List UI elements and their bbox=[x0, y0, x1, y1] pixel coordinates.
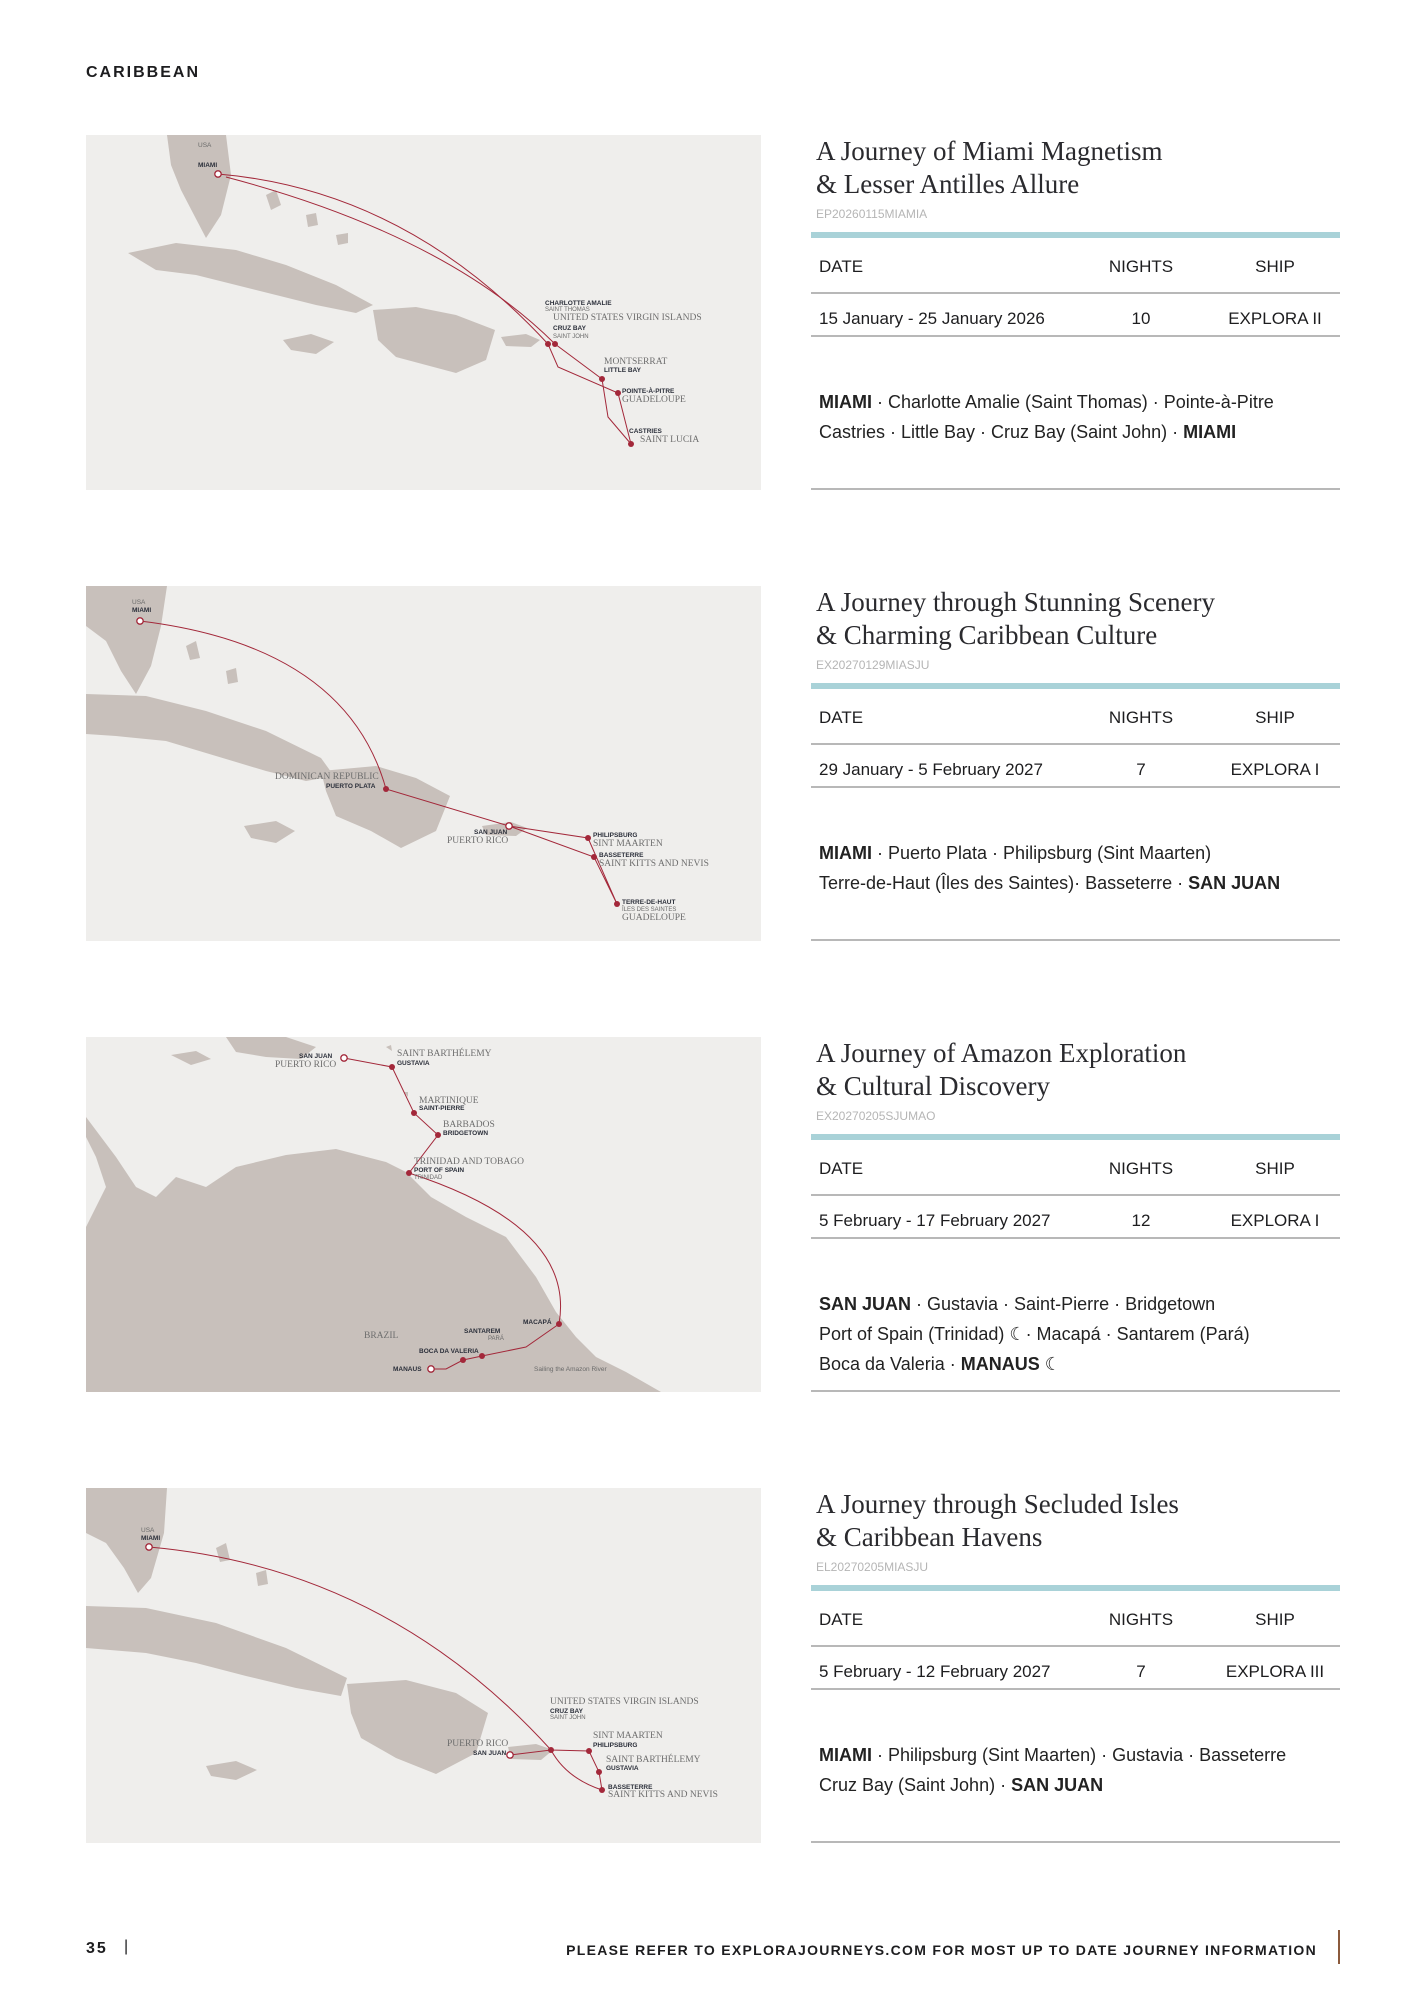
port-marker bbox=[435, 1132, 441, 1138]
land-shape bbox=[167, 135, 231, 238]
land-shape bbox=[86, 694, 334, 781]
ship-value: EXPLORA III bbox=[1225, 1662, 1325, 1681]
header-nights: NIGHTS bbox=[1108, 1159, 1174, 1178]
port-marker bbox=[552, 341, 558, 347]
map-label: LITTLE BAY bbox=[604, 367, 641, 374]
embark-port-marker bbox=[428, 1366, 434, 1372]
land-shape bbox=[283, 334, 334, 354]
map-label: PHILIPSBURG bbox=[593, 1742, 638, 1749]
table-header bbox=[811, 1153, 1340, 1183]
divider bbox=[811, 1237, 1340, 1239]
divider bbox=[811, 1841, 1340, 1843]
map-label: USA bbox=[132, 599, 146, 606]
ship-value: EXPLORA II bbox=[1228, 309, 1322, 328]
itinerary-port-bold: MANAUS bbox=[960, 1354, 1040, 1374]
map-label: GUADELOUPE bbox=[622, 913, 686, 923]
map-label: GUSTAVIA bbox=[606, 1765, 639, 1772]
page-number: 35 bbox=[86, 1940, 108, 1957]
port-marker bbox=[460, 1357, 466, 1363]
map-label: SAINT KITTS AND NEVIS bbox=[608, 1790, 718, 1800]
embark-port-marker bbox=[507, 1752, 513, 1758]
map-label: SAINT JOHN bbox=[550, 1715, 586, 1721]
journey-details bbox=[811, 1488, 1340, 1848]
map-label: SINT MAARTEN bbox=[593, 1731, 663, 1741]
table-header bbox=[811, 251, 1340, 281]
map-label: BARBADOS bbox=[443, 1120, 495, 1130]
header-ship: SHIP bbox=[1255, 1610, 1295, 1629]
header-nights: NIGHTS bbox=[1108, 1610, 1174, 1629]
map-label: CASTRIES bbox=[629, 428, 662, 435]
map-label: BASSETERRE bbox=[608, 1784, 653, 1791]
map-label: GUSTAVIA bbox=[397, 1060, 430, 1067]
itinerary-segment: Port of Spain (Trinidad) bbox=[819, 1324, 1010, 1344]
map-label: SAN JUAN bbox=[299, 1053, 333, 1060]
itinerary-segment: · Philipsburg (Sint Maarten) · Gustavia · Basseterre bbox=[872, 1745, 1287, 1765]
port-marker bbox=[383, 786, 389, 792]
itinerary-port-bold: MIAMI bbox=[819, 392, 872, 412]
itinerary-port-bold: MIAMI bbox=[819, 843, 872, 863]
journey-title bbox=[816, 586, 1215, 652]
map-label: ÎLES DES SAINTES bbox=[622, 907, 677, 913]
map-label: BOCA DA VALERIA bbox=[419, 1348, 479, 1355]
route-map bbox=[86, 1037, 761, 1392]
map-label: CRUZ BAY bbox=[553, 325, 586, 332]
map-label: MIAMI bbox=[132, 607, 152, 614]
land-shape bbox=[266, 190, 348, 245]
map-label: PUERTO RICO bbox=[447, 836, 509, 846]
itinerary-segment: Cruz Bay (Saint John) · bbox=[819, 1775, 1012, 1795]
map-label: TRINIDAD bbox=[414, 1175, 443, 1181]
ship-value: EXPLORA I bbox=[1230, 760, 1320, 779]
journey-code: EP20260115MIAMIA bbox=[816, 207, 928, 221]
map-label: USA bbox=[141, 1527, 155, 1534]
map-label: MACAPÁ bbox=[523, 1319, 552, 1326]
port-marker bbox=[628, 441, 634, 447]
date-value: 5 February - 17 February 2027 bbox=[819, 1211, 1051, 1230]
land-shape bbox=[347, 1680, 488, 1774]
land-shape bbox=[373, 307, 495, 373]
journey-code: EX20270129MIASJU bbox=[816, 658, 930, 672]
footer-separator: | bbox=[124, 1938, 129, 1955]
journey-section bbox=[0, 135, 1414, 495]
land-shape bbox=[171, 1051, 211, 1065]
footer-notice: PLEASE REFER TO EXPLORAJOURNEYS.COM FOR MOST UP TO DATE JOURNEY INFORMATION bbox=[566, 1942, 1317, 1958]
journey-code: EL20270205MIASJU bbox=[816, 1560, 929, 1574]
table-row bbox=[811, 1205, 1340, 1235]
port-marker bbox=[585, 835, 591, 841]
moon-icon: ☾ bbox=[1044, 1354, 1061, 1374]
nights-value: 10 bbox=[1131, 309, 1151, 328]
journey-title-line: A Journey of Amazon Exploration bbox=[816, 1038, 1187, 1068]
map-label: PUERTO PLATA bbox=[326, 783, 376, 790]
journey-title-line: A Journey through Stunning Scenery bbox=[816, 587, 1215, 617]
map-label: CHARLOTTE AMALIE bbox=[545, 300, 612, 307]
embark-port-marker bbox=[137, 618, 143, 624]
embark-port-marker bbox=[341, 1055, 347, 1061]
itinerary-text bbox=[819, 387, 1339, 447]
nights-value: 12 bbox=[1131, 1211, 1151, 1230]
ship-value: EXPLORA I bbox=[1230, 1211, 1320, 1230]
divider bbox=[811, 939, 1340, 941]
port-marker bbox=[556, 1321, 562, 1327]
map-label: MIAMI bbox=[141, 1535, 161, 1542]
header-date: DATE bbox=[819, 257, 864, 276]
journey-title-line: & Cultural Discovery bbox=[816, 1071, 1050, 1101]
land-shape bbox=[206, 1761, 257, 1780]
map-label: POINTE-À-PITRE bbox=[622, 388, 675, 395]
land-shape bbox=[86, 1606, 347, 1696]
embark-port-marker bbox=[215, 171, 221, 177]
divider bbox=[811, 292, 1340, 294]
table-header bbox=[811, 702, 1340, 732]
map-label: UNITED STATES VIRGIN ISLANDS bbox=[550, 1697, 699, 1707]
nights-value: 7 bbox=[1136, 1662, 1146, 1681]
map-label: PUERTO RICO bbox=[275, 1060, 337, 1070]
table-header bbox=[811, 1604, 1340, 1634]
route-map-svg bbox=[86, 586, 761, 941]
journey-details bbox=[811, 135, 1340, 495]
divider bbox=[811, 1688, 1340, 1690]
table-row bbox=[811, 303, 1340, 333]
port-marker bbox=[614, 901, 620, 907]
map-label: BASSETERRE bbox=[599, 852, 644, 859]
map-label: UNITED STATES VIRGIN ISLANDS bbox=[553, 313, 702, 323]
map-label: TERRE-DE-HAUT bbox=[622, 899, 676, 906]
journey-title-line: & Lesser Antilles Allure bbox=[816, 169, 1080, 199]
map-label: CRUZ BAY bbox=[550, 1708, 583, 1715]
itinerary-port-bold: SAN JUAN bbox=[1188, 873, 1281, 893]
date-value: 15 January - 25 January 2026 bbox=[819, 309, 1045, 328]
itinerary-text bbox=[819, 1289, 1339, 1379]
land-shape bbox=[128, 243, 373, 313]
journey-details bbox=[811, 586, 1340, 946]
journey-title bbox=[816, 135, 1162, 201]
itinerary-port-bold: MIAMI bbox=[819, 1745, 872, 1765]
divider bbox=[811, 1645, 1340, 1647]
map-label: SINT MAARTEN bbox=[593, 839, 663, 849]
journey-title-line: & Charming Caribbean Culture bbox=[816, 620, 1158, 650]
map-label: MANAUS bbox=[393, 1366, 422, 1373]
divider bbox=[811, 335, 1340, 337]
map-label: PUERTO RICO bbox=[447, 1739, 509, 1749]
port-marker bbox=[389, 1064, 395, 1070]
journey-section bbox=[0, 1488, 1414, 1848]
map-label: SAINT THOMAS bbox=[545, 307, 590, 313]
divider bbox=[811, 786, 1340, 788]
header-ship: SHIP bbox=[1255, 257, 1295, 276]
journey-title bbox=[816, 1037, 1186, 1103]
divider bbox=[811, 488, 1340, 490]
port-marker bbox=[411, 1110, 417, 1116]
itinerary-port-bold: MIAMI bbox=[1183, 422, 1237, 442]
port-marker bbox=[406, 1170, 412, 1176]
itinerary-segment: · Charlotte Amalie (Saint Thomas) · Pointe-à-Pitre bbox=[872, 392, 1274, 412]
itinerary-text bbox=[819, 838, 1339, 898]
accent-divider bbox=[811, 1585, 1340, 1591]
land-shape bbox=[501, 334, 540, 347]
itinerary-segment: Castries · Little Bay · Cruz Bay (Saint John) · bbox=[819, 422, 1184, 442]
map-label: SAN JUAN bbox=[473, 1750, 507, 1757]
journey-code: EX20270205SJUMAO bbox=[816, 1109, 936, 1123]
map-label: PHILIPSBURG bbox=[593, 832, 638, 839]
journey-title-line: A Journey of Miami Magnetism bbox=[816, 136, 1163, 166]
map-label: SAINT JOHN bbox=[553, 334, 589, 340]
header-date: DATE bbox=[819, 708, 864, 727]
header-ship: SHIP bbox=[1255, 1159, 1295, 1178]
route-map-svg bbox=[86, 1037, 761, 1392]
land-shape bbox=[216, 1543, 268, 1586]
itinerary-port-bold: SAN JUAN bbox=[819, 1294, 912, 1314]
port-marker bbox=[545, 341, 551, 347]
land-shape bbox=[186, 641, 238, 684]
route-map bbox=[86, 1488, 761, 1843]
port-marker bbox=[591, 854, 597, 860]
header-nights: NIGHTS bbox=[1108, 257, 1174, 276]
journey-section bbox=[0, 1037, 1414, 1397]
map-label: PARÁ bbox=[488, 1336, 504, 1342]
journey-title-line: & Caribbean Havens bbox=[816, 1522, 1043, 1552]
route-map-svg bbox=[86, 135, 761, 490]
map-label: SAINT BARTHÉLEMY bbox=[606, 1755, 701, 1765]
date-value: 5 February - 12 February 2027 bbox=[819, 1662, 1051, 1681]
port-marker bbox=[479, 1353, 485, 1359]
journey-details bbox=[811, 1037, 1340, 1397]
port-marker bbox=[548, 1747, 554, 1753]
map-label: GUADELOUPE bbox=[622, 395, 686, 405]
accent-divider bbox=[811, 232, 1340, 238]
journey-section bbox=[0, 586, 1414, 946]
itinerary-segment: · Puerto Plata · Philipsburg (Sint Maarten) bbox=[872, 843, 1212, 863]
map-label: TRINIDAD AND TOBAGO bbox=[414, 1157, 524, 1167]
map-label: BRAZIL bbox=[364, 1331, 399, 1341]
map-label: SAINT-PIERRE bbox=[419, 1105, 465, 1112]
map-label: MARTINIQUE bbox=[419, 1096, 479, 1106]
table-row bbox=[811, 754, 1340, 784]
itinerary-segment: · Gustavia · Saint-Pierre · Bridgetown bbox=[911, 1294, 1216, 1314]
port-marker bbox=[599, 1787, 605, 1793]
embark-port-marker bbox=[146, 1544, 152, 1550]
itinerary-text bbox=[819, 1740, 1339, 1800]
divider bbox=[811, 743, 1340, 745]
header-nights: NIGHTS bbox=[1108, 708, 1174, 727]
itinerary-segment: Boca da Valeria · bbox=[819, 1354, 961, 1374]
map-label: SAINT BARTHÉLEMY bbox=[397, 1049, 492, 1059]
header-ship: SHIP bbox=[1255, 708, 1295, 727]
itinerary-segment: Terre-de-Haut (Îles des Saintes)· Basseterre · bbox=[819, 873, 1189, 893]
itinerary-segment: · Macapá · Santarem (Pará) bbox=[1025, 1324, 1250, 1344]
accent-divider bbox=[811, 1134, 1340, 1140]
header-date: DATE bbox=[819, 1159, 864, 1178]
nights-value: 7 bbox=[1136, 760, 1146, 779]
map-label: SAINT KITTS AND NEVIS bbox=[599, 859, 709, 869]
map-label: BRIDGETOWN bbox=[443, 1130, 489, 1137]
port-marker bbox=[599, 376, 605, 382]
itinerary-port-bold: SAN JUAN bbox=[1011, 1775, 1104, 1795]
port-marker bbox=[615, 390, 621, 396]
map-label: Sailing the Amazon River bbox=[534, 1366, 607, 1373]
map-label: MONTSERRAT bbox=[604, 357, 668, 367]
port-marker bbox=[586, 1748, 592, 1754]
route-map bbox=[86, 135, 761, 490]
divider bbox=[811, 1194, 1340, 1196]
date-value: 29 January - 5 February 2027 bbox=[819, 760, 1043, 779]
map-label: USA bbox=[198, 142, 212, 149]
map-label: SAN JUAN bbox=[474, 829, 508, 836]
map-label: DOMINICAN REPUBLIC bbox=[275, 772, 379, 782]
moon-icon: ☾ bbox=[1009, 1324, 1026, 1344]
route-map-svg bbox=[86, 1488, 761, 1843]
journey-title bbox=[816, 1488, 1179, 1554]
footer-accent-bar bbox=[1338, 1930, 1340, 1964]
divider bbox=[811, 1390, 1340, 1392]
land-shape bbox=[86, 586, 167, 694]
map-label: PORT OF SPAIN bbox=[414, 1167, 465, 1174]
map-label: SANTAREM bbox=[464, 1328, 501, 1335]
land-shape bbox=[244, 821, 295, 843]
journey-title-line: A Journey through Secluded Isles bbox=[816, 1489, 1179, 1519]
accent-divider bbox=[811, 683, 1340, 689]
map-label: MIAMI bbox=[198, 162, 218, 169]
header-date: DATE bbox=[819, 1610, 864, 1629]
port-marker bbox=[596, 1769, 602, 1775]
route-map bbox=[86, 586, 761, 941]
land-shape bbox=[86, 1117, 661, 1392]
map-label: SAINT LUCIA bbox=[640, 435, 700, 445]
table-row bbox=[811, 1656, 1340, 1686]
region-heading: CARIBBEAN bbox=[86, 64, 200, 81]
